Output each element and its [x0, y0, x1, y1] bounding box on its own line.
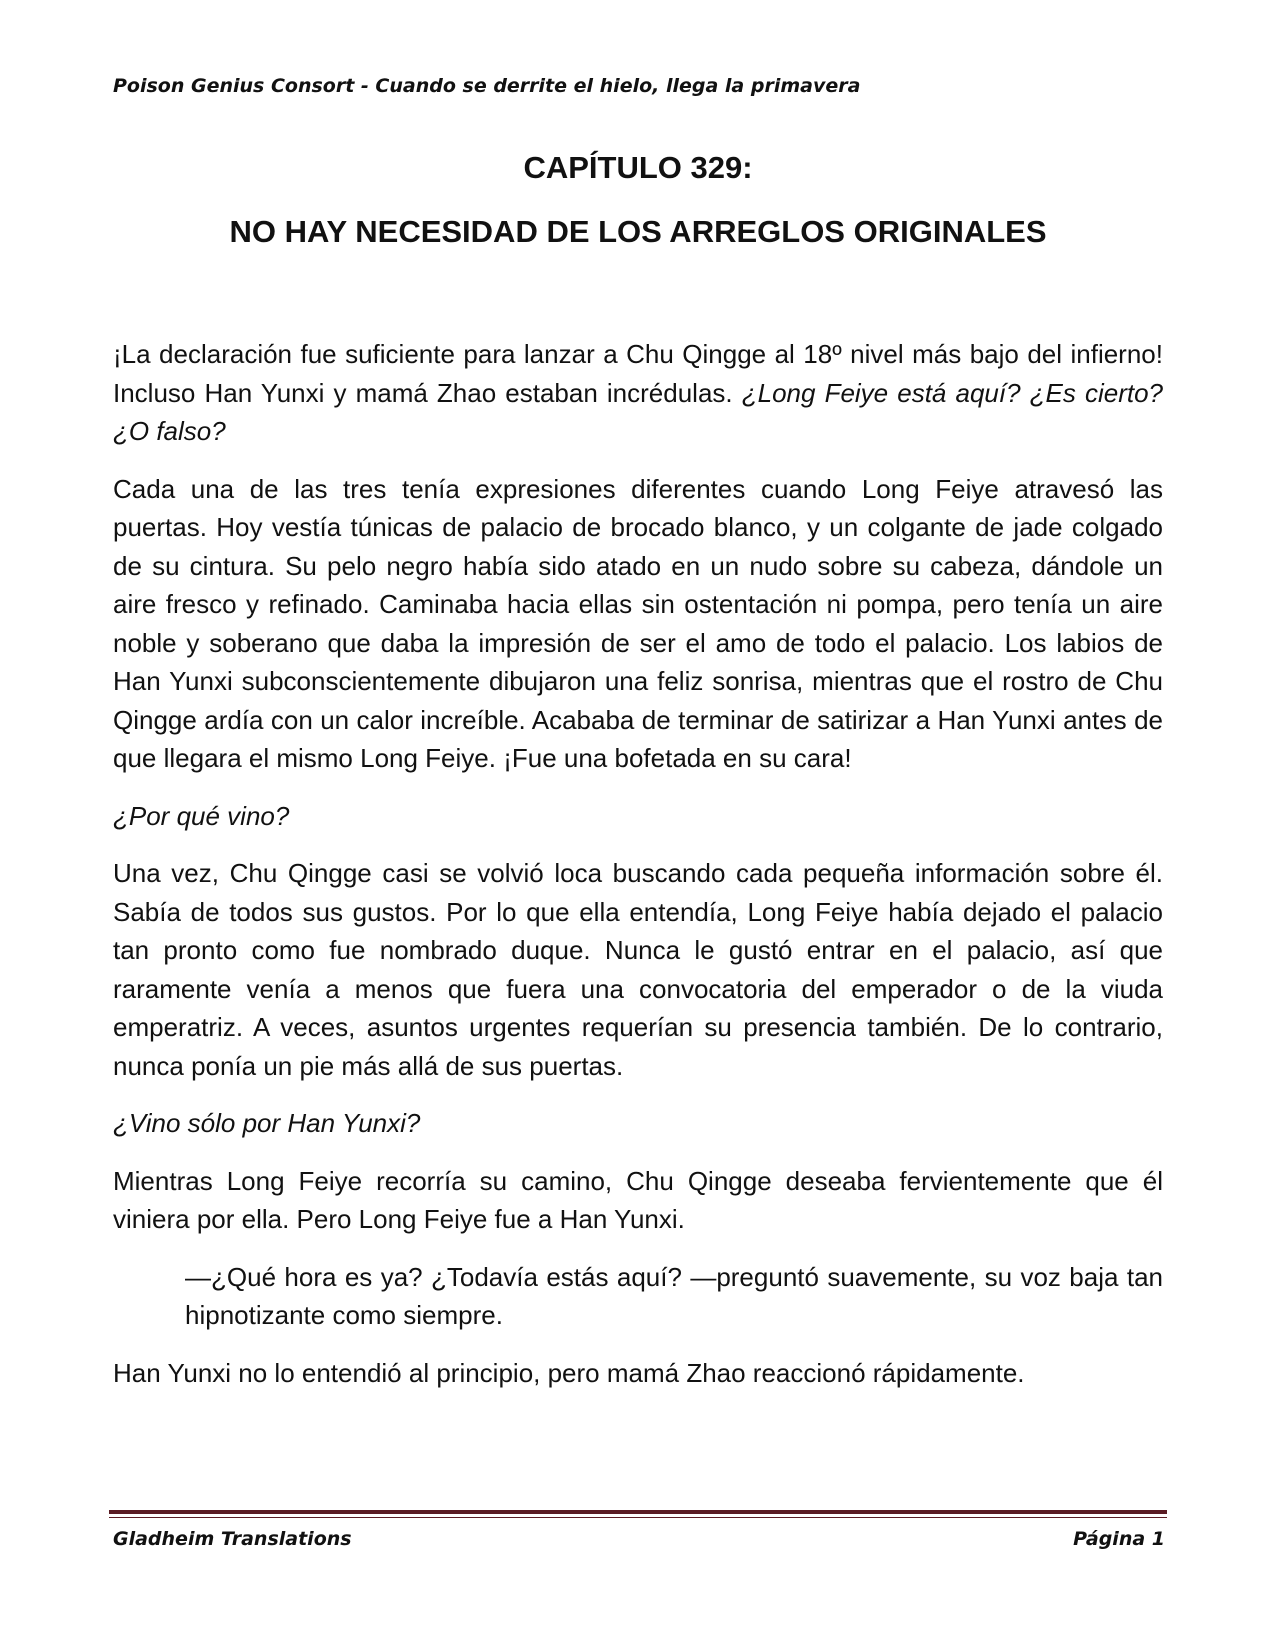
paragraph — [113, 1162, 1163, 1239]
chapter-title: NO HAY NECESIDAD DE LOS ARREGLOS ORIGINALES — [229, 214, 1047, 249]
paragraph — [113, 335, 1163, 451]
chapter-body — [113, 335, 1163, 1411]
chapter-number: CAPÍTULO 329: — [523, 150, 753, 185]
footer-publisher: Gladheim Translations — [113, 1528, 352, 1550]
paragraph-text: Han Yunxi no lo entendió al principio, pero mamá Zhao reaccionó rápidamente. — [113, 1357, 1025, 1388]
paragraph — [113, 854, 1163, 1085]
running-header: Poison Genius Consort - Cuando se derrite el hielo, llega la primavera — [113, 75, 861, 97]
paragraph-text: ¡La declaración fue suficiente para lanzar a Chu Qingge al 18º nivel más bajo del infierno! Incluso Han Yunxi y mamá Zhao estaban incrédulas. — [113, 339, 1163, 408]
paragraph — [113, 1104, 1163, 1143]
paragraph — [113, 797, 1163, 836]
page-number: Página 1 — [1073, 1528, 1165, 1550]
paragraph-text: Una vez, Chu Qingge casi se volvió loca buscando cada pequeña información sobre él. Sabía de todos sus gustos. Por lo que ella entendía, Long Feiye había dejado el palacio tan pronto como fue nombrado duque. Nunca le gustó entrar en el palacio, así que raramente venía a menos que fuera una convocatoria del emperador o de la viuda emperatriz. A veces, asuntos urgentes requerían su presencia también. De lo contrario, nunca ponía un pie más allá de sus puertas. — [113, 858, 1163, 1081]
paragraph — [113, 470, 1163, 778]
inner-thought: ¿Vino sólo por Han Yunxi? — [113, 1108, 421, 1138]
paragraph-text: Mientras Long Feiye recorría su camino, Chu Qingge deseaba fervientemente que él viniera por ella. Pero Long Feiye fue a Han Yunxi. — [113, 1165, 1163, 1234]
inner-thought: ¿Por qué vino? — [113, 800, 290, 831]
paragraph-text: Cada una de las tres tenía expresiones diferentes cuando Long Feiye atravesó las puertas. Hoy vestía túnicas de palacio de brocado blanco, y un colgante de jade colgado de su cintura. Su pelo negro había sido atado en un nudo sobre su cabeza, dándole un aire fresco y refinado. Caminaba hacia ellas sin ostentación ni pompa, pero tenía un aire noble y soberano que daba la impresión de ser el amo de todo el palacio. Los labios de Han Yunxi subconscientemente dibujaron una feliz sonrisa, mientras que el rostro de Chu Qingge ardía con un calor increíble. Acababa de terminar de satirizar a Han Yunxi antes de que llegara el mismo Long Feiye. ¡Fue una bofetada en su cara! — [113, 473, 1163, 773]
dialogue-text: —¿Qué hora es ya? ¿Todavía estás aquí? —preguntó suavemente, su voz baja tan hipnotizante como siempre. — [185, 1261, 1163, 1330]
inner-thought: ¿Long Feiye está aquí? ¿Es cierto? ¿O falso? — [113, 377, 1163, 446]
dialogue-paragraph — [113, 1258, 1163, 1335]
paragraph — [113, 1354, 1163, 1393]
footer-divider — [109, 1510, 1167, 1514]
footer-divider-thin — [109, 1517, 1167, 1518]
